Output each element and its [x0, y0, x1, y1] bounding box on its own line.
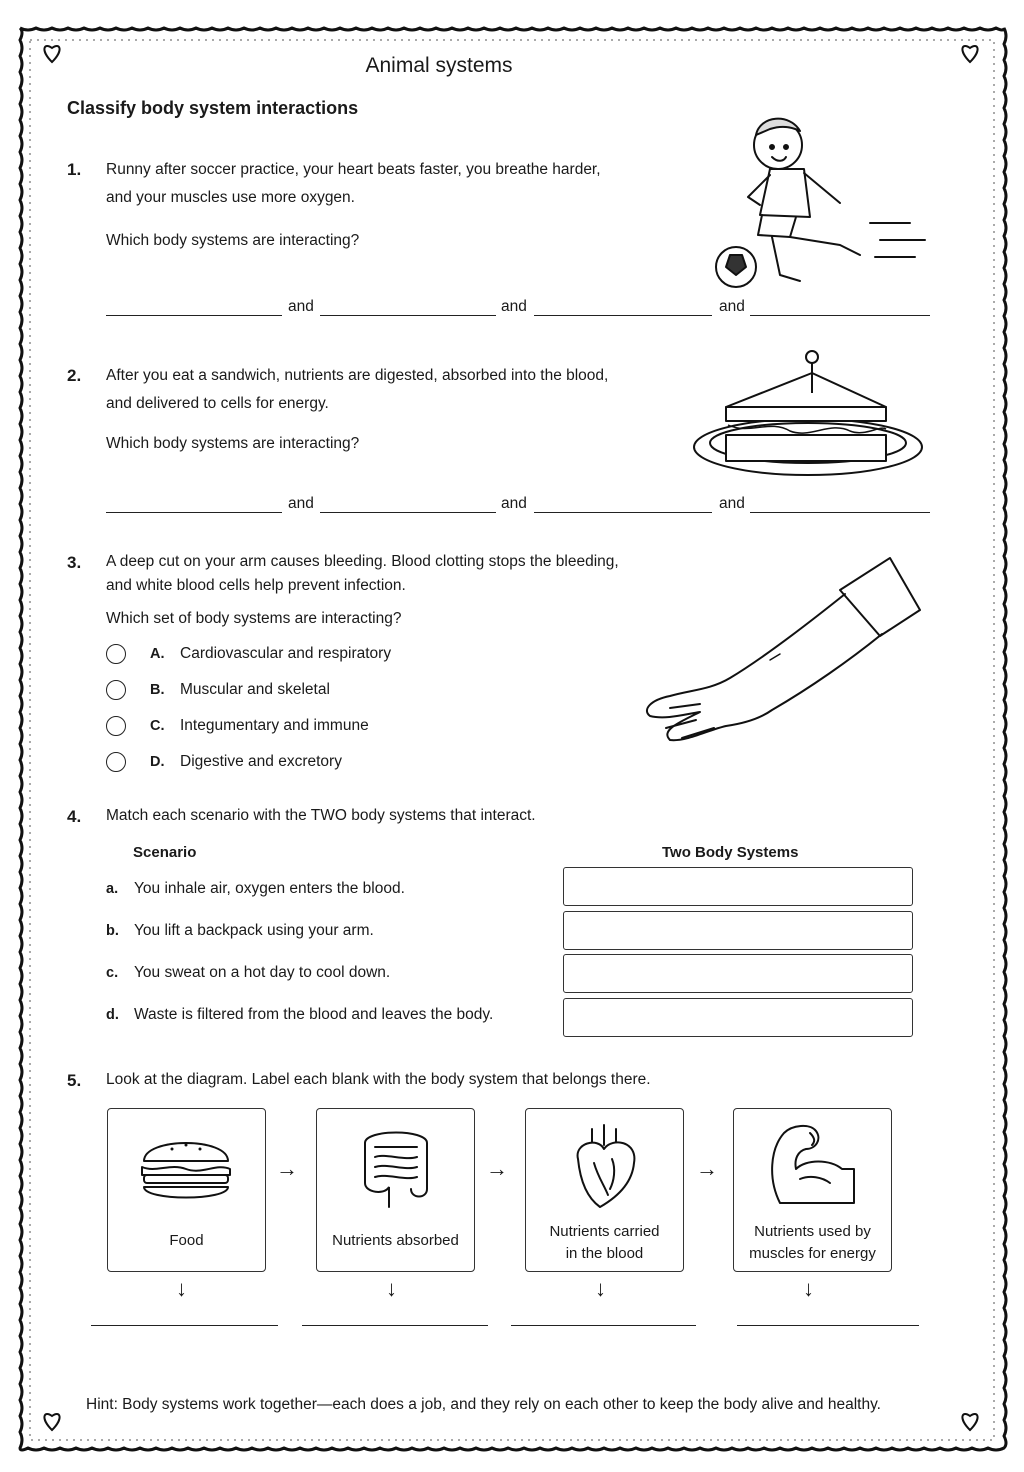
page-title: Animal systems: [365, 54, 513, 77]
q1-answer-blank-4[interactable]: [750, 315, 930, 316]
q1-answer-blank-2[interactable]: [320, 315, 496, 316]
radio-button[interactable]: [106, 680, 126, 700]
q1-answer-blank-1[interactable]: [106, 315, 282, 316]
burger-icon: [136, 1127, 236, 1207]
question-1-text-line1: Runny after soccer practice, your heart beats faster, you breathe harder,: [106, 161, 601, 178]
systems-answer-box-a[interactable]: [563, 867, 913, 906]
question-3-text-line2: and white blood cells help prevent infection.: [106, 577, 406, 594]
question-4-text: Match each scenario with the TWO body systems that interact.: [106, 807, 536, 824]
arrow-right-1: →: [276, 1156, 298, 1181]
q2-answer-blank-2[interactable]: [320, 512, 496, 513]
systems-column-header: Two Body Systems: [662, 844, 799, 861]
q1-and-3: and: [719, 298, 745, 315]
arrow-down-4: ↓: [803, 1276, 814, 1301]
flow-step-label-line1: Nutrients carried: [549, 1223, 660, 1240]
question-2-text-line1: After you eat a sandwich, nutrients are digested, absorbed into the blood,: [106, 367, 609, 384]
question-5-text: Look at the diagram. Label each blank with the body system that belongs there.: [106, 1071, 651, 1088]
question-2-number: 2.: [67, 366, 82, 385]
question-3-prompt: Which set of body systems are interacting?: [106, 610, 402, 627]
radio-button[interactable]: [106, 716, 126, 736]
q1-and-1: and: [288, 298, 314, 315]
q5-answer-blank-1[interactable]: [91, 1325, 278, 1326]
q2-answer-blank-3[interactable]: [534, 512, 712, 513]
sandwich-illustration: [690, 345, 930, 480]
arrow-right-3: →: [696, 1156, 718, 1181]
q1-and-2: and: [501, 298, 527, 315]
question-5-number: 5.: [67, 1071, 82, 1090]
flow-step-label: Nutrients absorbed: [332, 1232, 459, 1249]
scenario-letter-a: a.: [106, 881, 119, 897]
q2-and-3: and: [719, 495, 745, 512]
heart-icon: [564, 1119, 646, 1211]
q1-answer-blank-3[interactable]: [534, 315, 712, 316]
systems-answer-box-c[interactable]: [563, 954, 913, 993]
q2-answer-blank-1[interactable]: [106, 512, 282, 513]
option-text: Muscular and skeletal: [180, 681, 330, 698]
question-2-prompt: Which body systems are interacting?: [106, 435, 360, 452]
option-text: Integumentary and immune: [180, 717, 369, 734]
section-subtitle: Classify body system interactions: [67, 98, 359, 118]
scenario-text-c: You sweat on a hot day to cool down.: [134, 964, 391, 981]
arrow-right-2: →: [486, 1156, 508, 1181]
q5-answer-blank-3[interactable]: [511, 1325, 696, 1326]
option-text: Digestive and excretory: [180, 753, 342, 770]
flow-step-label: Food: [169, 1232, 204, 1249]
flow-step-food: [107, 1108, 266, 1272]
question-3-text-line1: A deep cut on your arm causes bleeding. Blood clotting stops the bleeding,: [106, 553, 619, 570]
systems-answer-box-b[interactable]: [563, 911, 913, 950]
intestines-icon: [355, 1123, 437, 1213]
option-letter: B.: [150, 682, 165, 698]
q2-answer-blank-4[interactable]: [750, 512, 930, 513]
systems-answer-box-d[interactable]: [563, 998, 913, 1037]
scenario-text-b: You lift a backpack using your arm.: [134, 922, 374, 939]
option-text: Cardiovascular and respiratory: [180, 645, 392, 662]
question-4-number: 4.: [67, 807, 82, 826]
question-3-number: 3.: [67, 553, 82, 572]
radio-button[interactable]: [106, 644, 126, 664]
scenario-text-d: Waste is filtered from the blood and leaves the body.: [134, 1006, 494, 1023]
scenario-letter-b: b.: [106, 923, 119, 939]
flow-step-label-line2: in the blood: [565, 1245, 644, 1262]
q5-answer-blank-4[interactable]: [737, 1325, 919, 1326]
question-1-prompt: Which body systems are interacting?: [106, 232, 360, 249]
q2-and-2: and: [501, 495, 527, 512]
flow-step-label-line2: muscles for energy: [749, 1245, 876, 1262]
arrow-down-2: ↓: [386, 1276, 397, 1301]
q5-answer-blank-2[interactable]: [302, 1325, 488, 1326]
question-1-text-line2: and your muscles use more oxygen.: [106, 189, 355, 206]
q2-and-1: and: [288, 495, 314, 512]
scenario-letter-d: d.: [106, 1007, 119, 1023]
arrow-down-3: ↓: [595, 1276, 606, 1301]
flow-step-blood: [525, 1108, 684, 1272]
soccer-boy-illustration: [700, 105, 940, 295]
flow-step-label-line1: Nutrients used by: [754, 1223, 871, 1240]
radio-button[interactable]: [106, 752, 126, 772]
arm-cut-illustration: [630, 550, 930, 760]
flow-step-absorbed: [316, 1108, 475, 1272]
question-2-text-line2: and delivered to cells for energy.: [106, 395, 329, 412]
arrow-down-1: ↓: [176, 1276, 187, 1301]
option-letter: A.: [150, 646, 165, 662]
option-letter: C.: [150, 718, 165, 734]
scenario-column-header: Scenario: [133, 844, 197, 861]
flexed-arm-icon: [766, 1119, 862, 1211]
scenario-text-a: You inhale air, oxygen enters the blood.: [134, 880, 405, 897]
scenario-letter-c: c.: [106, 965, 119, 981]
hint-text: Hint: Body systems work together—each does a job, and they rely on each other to keep the body alive and healthy.: [86, 1396, 881, 1413]
flow-step-muscles: [733, 1108, 892, 1272]
question-1-number: 1.: [67, 160, 82, 179]
option-letter: D.: [150, 754, 165, 770]
